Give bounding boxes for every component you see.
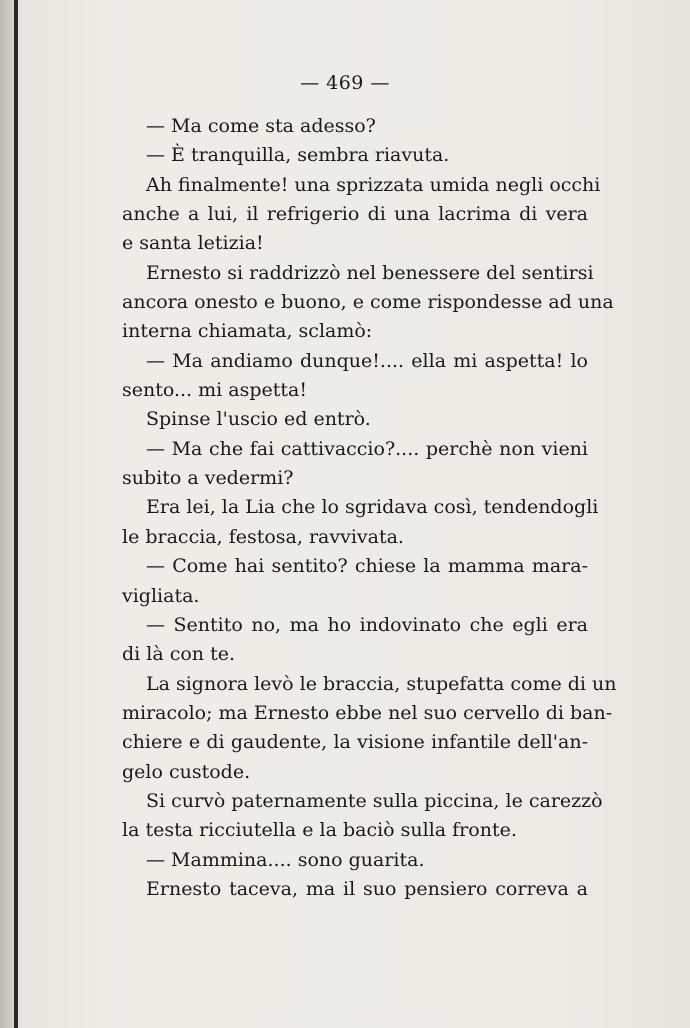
- text-line: la testa ricciutella e la baciò sulla fronte.: [122, 819, 517, 842]
- text-line: anche a lui, il refrigerio di una lacrima di vera: [122, 203, 588, 226]
- text-line: Ernesto si raddrizzò nel benessere del sentirsi: [146, 261, 594, 284]
- text-line: Spinse l'uscio ed entrò.: [146, 408, 371, 431]
- binding-edge: [14, 0, 18, 1028]
- text-line: vigliata.: [122, 584, 200, 607]
- page-number: — 469 —: [300, 72, 390, 94]
- text-line: chiere e di gaudente, la visione infantile dell'an-: [122, 731, 588, 754]
- text-line: di là con te.: [122, 643, 235, 666]
- text-line: — Mammina.... sono guarita.: [146, 848, 425, 871]
- text-line: Era lei, la Lia che lo sgridava così, tendendogli: [146, 496, 599, 519]
- text-line: gelo custode.: [122, 760, 251, 783]
- text-line: e santa letizia!: [122, 232, 264, 255]
- text-line: Ernesto taceva, ma il suo pensiero correva a: [146, 877, 588, 900]
- binding-shadow: [0, 0, 14, 1028]
- text-line: miracolo; ma Ernesto ebbe nel suo cervello di ban-: [122, 701, 613, 724]
- text-line: — Ma che fai cattivaccio?.... perchè non vieni: [146, 437, 588, 460]
- text-line: — Ma come sta adesso?: [146, 115, 376, 137]
- text-line: Ah finalmente! una sprizzata umida negli occhi: [146, 173, 601, 196]
- text-line: le braccia, festosa, ravvivata.: [122, 525, 404, 548]
- text-line: sento... mi aspetta!: [122, 379, 307, 402]
- text-line: subito a vedermi?: [122, 467, 294, 490]
- body-text: [122, 112, 617, 904]
- text-line: La signora levò le braccia, stupefatta come di un: [146, 672, 617, 695]
- text-line: — Sentito no, ma ho indovinato che egli era: [146, 613, 588, 636]
- text-line: — Ma andiamo dunque!.... ella mi aspetta! lo: [146, 349, 588, 372]
- text-line: interna chiamata, sclamò:: [122, 320, 373, 343]
- text-line: — È tranquilla, sembra riavuta.: [146, 144, 450, 167]
- text-line: Si curvò paternamente sulla piccina, le carezzò: [146, 789, 603, 812]
- text-line: — Come hai sentito? chiese la mamma mara-: [146, 555, 588, 578]
- text-line: ancora onesto e buono, e come rispondesse ad una: [122, 291, 614, 314]
